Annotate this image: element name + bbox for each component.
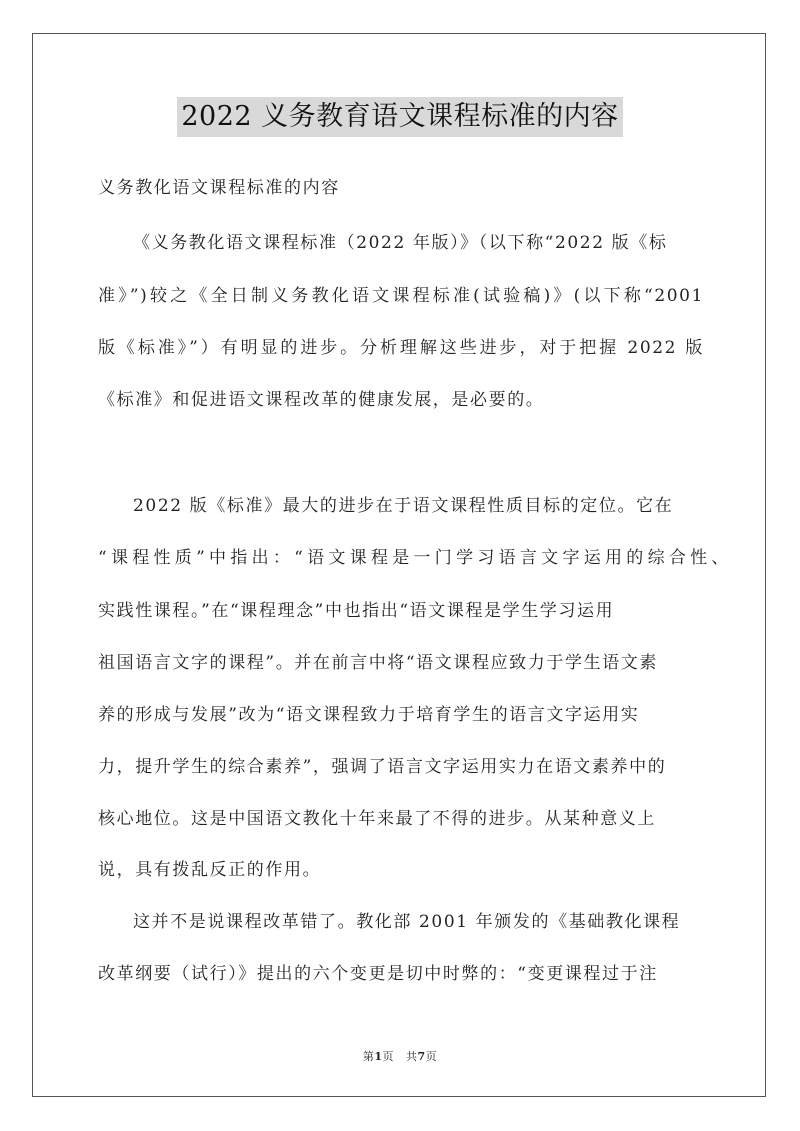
footer-total-pages: 7 [417, 1050, 426, 1063]
footer-suffix: 页 [425, 1050, 438, 1063]
footer-prefix: 第 [362, 1050, 375, 1063]
footer-middle: 页 共 [382, 1050, 418, 1063]
title-container [0, 97, 800, 137]
paragraph-line: “课程性质”中指出：“语文课程是一门学习语言文字运用的综合性、 [98, 548, 730, 568]
page-footer [0, 1048, 800, 1064]
paragraph-line: 力，提升学生的综合素养”，强调了语言文字运用实力在语文素养中的 [98, 757, 667, 777]
paragraph-line: 《义务教化语文课程标准（2022 年版）》（以下称“2022 版《标 [133, 233, 668, 253]
paragraph-line: 《标准》和促进语文课程改革的健康发展，是必要的。 [98, 390, 545, 410]
paragraph-line: 2022 版《标准》最大的进步在于语文课程性质目标的定位。它在 [133, 496, 674, 516]
paragraph-line: 版《标准》”）有明显的进步。分析理解这些进步，对于把握 2022 版 [98, 338, 704, 358]
paragraph-line: 这并不是说课程改革错了。教化部 2001 年颁发的《基础教化课程 [133, 912, 681, 932]
paragraph-line: 改革纲要（试行）》提出的六个变更是切中时弊的：“变更课程过于注 [98, 964, 658, 984]
paragraph-line: 实践性课程。”在“课程理念”中也指出“语文课程是学生学习运用 [98, 601, 615, 621]
paragraph-line: 祖国语言文字的课程”。并在前言中将“语文课程应致力于学生语文素 [98, 653, 658, 673]
paragraph-line: 养的形成与发展”改为“语文课程致力于培育学生的语言文字运用实 [98, 705, 640, 725]
footer-page-number: 1 [374, 1050, 383, 1063]
paragraph-line: 说，具有拨乱反正的作用。 [98, 860, 322, 880]
paragraph-line: 核心地位。这是中国语文教化十年来最了不得的进步。从某种意义上 [98, 809, 656, 829]
section-heading: 义务教化语文课程标准的内容 [98, 178, 340, 198]
paragraph-line: 准》”)较之《全日制义务教化语文课程标准(试验稿)》(以下称“2001 [98, 286, 704, 306]
document-title: 2022 义务教育语文课程标准的内容 [177, 97, 622, 137]
